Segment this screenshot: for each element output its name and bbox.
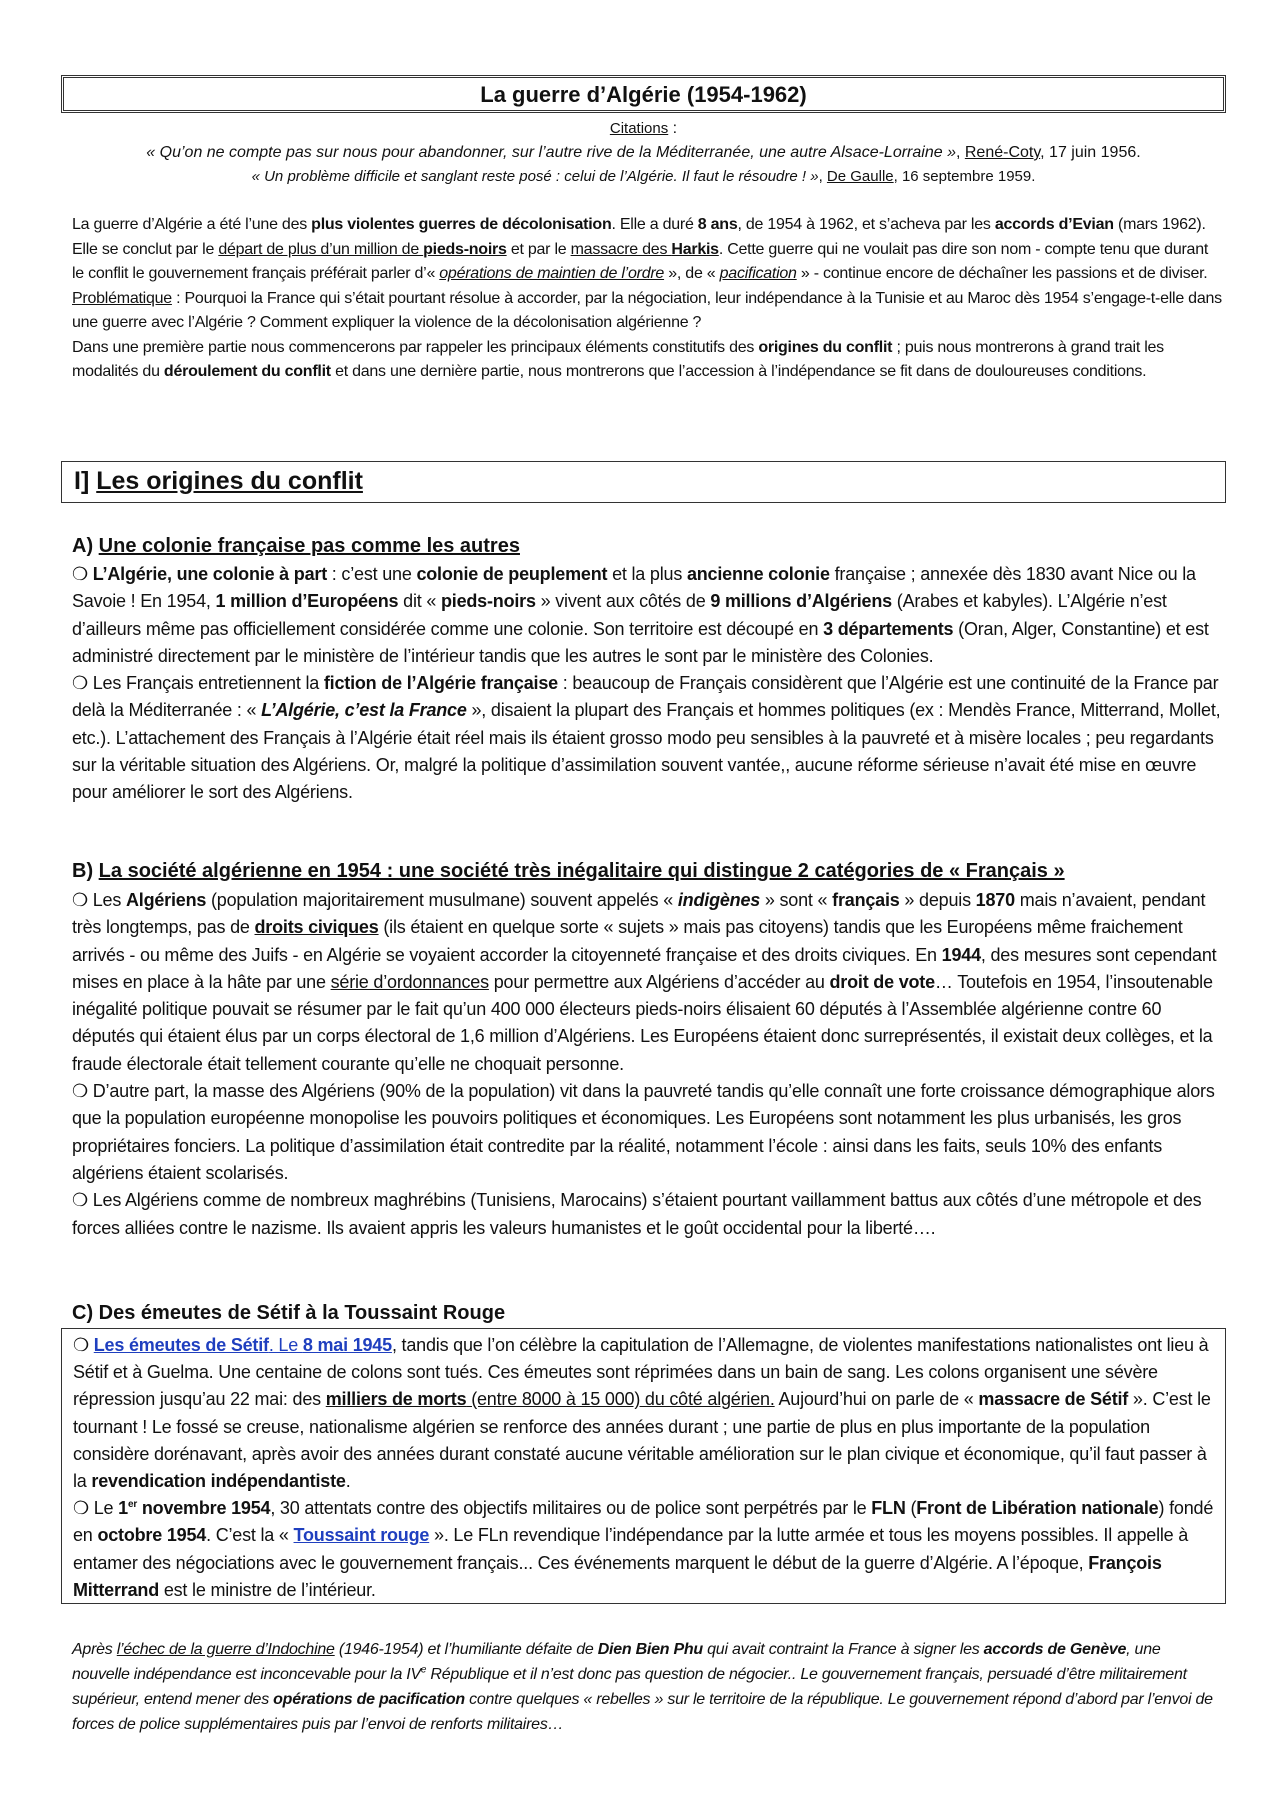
intro-text: pacification	[719, 265, 797, 282]
part-c-text: octobre 1954	[97, 1525, 207, 1546]
problematique-text: : Pourquoi la France qui s’était pourtant résolue à accorder, par la négociation, leur indépendance à la Tunisie et au Maroc dès 1954 s’engage-t-elle dans une guerre avec l’Algérie ? Comment expliquer la violence de la décolonisation algérienne ?	[72, 289, 1222, 331]
intro-text: plus violentes guerres de décolonisation	[311, 216, 612, 233]
part-a-text: dit «	[398, 591, 441, 612]
outro-text: République et il n’est donc pas question de négocier.. Le gouvernement français, persuadé d’être militairement supérieur, entend mener des	[72, 1666, 1187, 1708]
circle-bullet-icon: ❍	[72, 673, 88, 694]
intro-text: . Elle a duré	[611, 216, 698, 233]
part-a-text: et la plus	[607, 564, 687, 584]
part-c-text: François Mitterrand	[73, 1552, 1162, 1600]
part-a-text: ancienne colonie	[686, 564, 830, 584]
quote-coty-text: « Qu’on ne compte pas sur nous pour abandonner, sur l’autre rive de la Méditerranée, une autre Alsace-Lorraine »	[146, 144, 956, 161]
part-b-text: indigènes	[677, 890, 761, 910]
part-b-text: 1944	[941, 944, 981, 965]
toussaint-rouge-link[interactable]: Toussaint rouge	[293, 1525, 430, 1546]
setif-link[interactable]: Les émeutes de Sétif	[93, 1335, 269, 1355]
plan-text: et dans une dernière partie, nous montrerons que l’accession à l’indépendance se fit dans de douloureuses conditions.	[330, 363, 1147, 380]
part-a-text: 1 million d’Européens	[215, 591, 399, 612]
part-b-text: série d’ordonnances	[330, 971, 489, 992]
quote-coty-author: René-Coty	[964, 144, 1041, 161]
quote-coty-sep: ,	[955, 144, 965, 161]
part-a-text: (Oran, Alger, Constantine) et est administré directement par le ministère de l’intérieur tandis que les autres le sont par le ministère des Colonies.	[72, 618, 1209, 666]
part-a-text: » vivent aux côtés de	[535, 591, 711, 612]
date-8-mai-1945-link[interactable]: 8 mai 1945	[302, 1335, 392, 1355]
part-c-text: est le ministre de l’intérieur.	[159, 1579, 376, 1600]
part-a-text: », disaient la plupart des Français et hommes politiques (ex : Mendès France, Mitterrand, Mollet, etc.). L’attachement des Français à l’Algérie était réel mais ils étaient grosso modo peu sensibles à la pauvreté et à misère locales ; peu regardants sur la véritable situation des Algériens. Or, malgré la politique d’assimilation souvent vantée,, aucune réforme sérieuse n’avait été mise en œuvre pour améliorer le sort des Algériens.	[72, 700, 1221, 803]
section-1-title: Les origines du conflit	[96, 467, 363, 495]
part-c-text: revendication indépendantiste	[91, 1471, 346, 1492]
intro-text: » - continue encore de déchaîner les passions et de diviser.	[796, 265, 1208, 282]
part-b-prefix: B)	[72, 860, 99, 882]
outro-text: l’échec de la guerre d’Indochine	[116, 1641, 335, 1658]
outro-text: qui avait contraint la France à signer les	[702, 1641, 984, 1658]
part-c-text: ». C’est le tournant ! Le fossé se creuse, nationalisme algérien se renforce des années durant ; une partie de plus en plus importante de la population considère dorénavant, après avoir des années durant constaté aucune véritable amélioration sur le plan civique et économique, qu’il faut passer à la	[73, 1389, 1211, 1492]
quote-degaulle-sep: ,	[818, 168, 827, 185]
part-b-bullet-2	[72, 1078, 1222, 1187]
problematique-paragraph	[72, 287, 1222, 336]
part-a-text: : beaucoup de Français considèrent que l’Algérie est une continuité de la France par delà la Méditerranée : «	[72, 673, 1219, 721]
part-c-bullet-1	[73, 1332, 1215, 1495]
intro-text: opérations de maintien de l’ordre	[439, 265, 665, 282]
part-b-bullet-3	[72, 1187, 1222, 1242]
intro-text: , de 1954 à 1962, et s’acheva par les	[737, 216, 995, 233]
part-a-heading	[72, 533, 520, 559]
part-a-text: colonie de peuplement	[416, 564, 608, 584]
circle-bullet-icon: ❍	[72, 564, 88, 584]
citations-label: Citations	[609, 120, 669, 137]
intro-text: départ de plus d’un million de	[218, 240, 424, 258]
outro-text: opérations de pacification	[273, 1691, 465, 1708]
part-b-text: » sont «	[760, 890, 833, 910]
quote-degaulle-author: De Gaulle	[826, 168, 894, 185]
plan-text: ; puis nous montrerons à grand trait les modalités du	[72, 338, 1164, 380]
outro-text: , une nouvelle indépendance est inconcevable pour la IV	[72, 1641, 1161, 1683]
citations-colon: :	[668, 120, 678, 137]
part-b-text: français	[832, 890, 900, 910]
part-b-text: droits civiques	[254, 917, 379, 938]
part-a-body	[72, 561, 1222, 807]
part-b-text: droit de vote	[829, 971, 935, 992]
intro-text: accords d’Evian	[994, 216, 1114, 233]
part-b-text: 1870	[975, 890, 1015, 910]
circle-bullet-icon: ❍	[73, 1498, 89, 1519]
part-a-text: : c’est une	[327, 564, 417, 584]
quote-coty-date: , 17 juin 1956.	[1040, 144, 1141, 161]
intro-text: massacre des	[570, 240, 672, 258]
intro-text: La guerre d’Algérie a été l’une des	[72, 216, 312, 233]
part-c-text: milliers de morts	[325, 1389, 467, 1410]
quote-degaulle	[61, 165, 1226, 189]
part-c-text: 1	[118, 1498, 128, 1519]
part-b-text: mais n’avaient, pendant très longtemps, pas de	[72, 890, 1206, 938]
part-b-title: La société algérienne en 1954 : une société très inégalitaire qui distingue 2 catégories de « Français »	[98, 860, 1065, 882]
part-b-text: Les	[87, 890, 126, 910]
part-b-text: pour permettre aux Algériens d’accéder au	[488, 971, 830, 992]
part-b-text: Algériens	[125, 890, 207, 910]
part-c-bullet-2	[73, 1495, 1215, 1604]
part-b-text: … Toutefois en 1954, l’insoutenable inégalité politique pouvait se résumer par le fait qu’un 400 000 électeurs pieds-noirs élisaient 60 députés à l’Assemblée algérienne contre 60 députés qui étaient élus par un corps électoral de 1,6 million d’Algériens. Les Européens étaient donc surreprésentés, il existait deux collèges, et la fraude électorale était tellement courante qu’elle ne choquait personne.	[72, 971, 1213, 1074]
part-b-body	[72, 887, 1222, 1242]
part-c-text: ». Le FLn revendique l’indépendance par la lutte armée et tous les moyens possibles. Il appelle à entamer des négociations avec le gouvernement français... Ces événements marquent le début de la guerre d’Algérie. A l’époque,	[73, 1525, 1189, 1573]
setif-link-sep: . Le	[268, 1335, 303, 1355]
plan-paragraph	[72, 336, 1222, 385]
part-c-text: er	[127, 1499, 138, 1511]
part-b-heading	[72, 858, 1065, 884]
part-a-title: Une colonie française pas comme les autres	[98, 535, 520, 557]
outro-paragraph	[72, 1637, 1222, 1737]
plan-text: origines du conflit	[758, 338, 893, 356]
part-a-text: 3 départements	[823, 618, 954, 639]
part-b-text: (ils étaient en quelque sorte « sujets » mais pas citoyens) tandis que les Européens même fraichement arrivés - ou même des Juifs - en Algérie se voyaient accorder la citoyenneté française et des droits civiques. En	[72, 917, 1183, 965]
part-c-text: , 30 attentats contre des objectifs militaires ou de police sont perpétrés par le	[270, 1498, 872, 1519]
part-a-text: 9 millions d’Algériens	[710, 591, 892, 612]
part-a-text: fiction de l’Algérie française	[323, 673, 558, 694]
circle-bullet-icon: ❍	[72, 890, 88, 910]
quote-degaulle-text: « Un problème difficile et sanglant reste posé : celui de l’Algérie. Il faut le résoudre ! »	[251, 168, 819, 185]
plan-text: Dans une première partie nous commencerons par rappeler les principaux éléments constitutifs des	[72, 338, 759, 356]
introduction	[72, 213, 1222, 385]
part-c-text: , tandis que l’on célèbre la capitulation de l’Allemagne, de violentes manifestations nationalistes ont lieu à Sétif et à Guelma. Une centaine de colons sont tués. Ces émeutes sont réprimées dans un bain de sang. Les colons organisent une sévère répression jusqu’au 22 mai: des	[73, 1335, 1209, 1410]
part-a-text: pieds-noirs	[440, 591, 536, 612]
intro-paragraph	[72, 213, 1222, 287]
part-c-text: Le	[88, 1498, 119, 1519]
outro-text: Après	[72, 1641, 117, 1658]
outro-text: contre quelques « rebelles » sur le territoire de la république. Le gouvernement répond d’abord par l’envoi de forces de police supplémentaires puis par l’envoi de renforts militaires…	[72, 1691, 1213, 1733]
citations-block	[61, 117, 1226, 189]
part-c-text: (entre 8000 à 15 000) du côté algérien.	[466, 1389, 775, 1410]
part-c-text: novembre 1954	[137, 1498, 271, 1519]
intro-text: Harkis	[671, 240, 719, 258]
intro-text: . Cette guerre qui ne voulait pas dire son nom - compte tenu que durant le conflit le gouvernement français préférait parler d’«	[72, 240, 1209, 282]
part-a-text: Les Français entretiennent la	[87, 673, 324, 694]
part-c-text: FLN	[871, 1498, 906, 1519]
part-b-bullet-1	[72, 887, 1222, 1078]
circle-bullet-icon: ❍	[73, 1335, 89, 1355]
quote-degaulle-date: , 16 septembre 1959.	[893, 168, 1036, 185]
outro-text: e	[420, 1664, 427, 1676]
part-a-text: française ; annexée dès 1830 avant Nice ou la Savoie ! En 1954,	[72, 564, 1196, 612]
outro-text: accords de Genève	[983, 1641, 1127, 1658]
part-c-text: Front de Libération nationale	[916, 1498, 1159, 1519]
part-b-text: D’autre part, la masse des Algériens (90% de la population) vit dans la pauvreté tandis qu’elle connaît une forte croissance démographique alors que la population européenne monopolise les pouvoirs politiques et économiques. Les Européens sont notamment les plus urbanisés, les gros propriétaires fonciers. La politique d’assimilation était contredite par la réalité, notamment l’école : ainsi dans les faits, seuls 10% des enfants algériens étaient scolarisés.	[72, 1081, 1215, 1183]
section-1-number: I]	[74, 467, 90, 495]
part-a-text: L’Algérie, c’est la France	[261, 700, 467, 721]
part-a-text: (Arabes et kabyles). L’Algérie n’est d’ailleurs même pas officiellement considérée comme une colonie. Son territoire est découpé en	[72, 591, 1167, 639]
part-a-prefix: A)	[72, 535, 99, 557]
part-a-text: L’Algérie, une colonie à part	[87, 564, 327, 584]
part-c-text: (	[905, 1498, 917, 1519]
part-a-bullet-1	[72, 561, 1222, 670]
part-b-text: Les Algériens comme de nombreux maghrébins (Tunisiens, Marocains) s’étaient pourtant vaillamment battus aux côtés d’une métropole et des forces alliées contre le nazisme. Ils avaient appris les valeurs humanistes et le goût occidental pour la liberté….	[72, 1190, 1202, 1238]
outro-text: Dien Bien Phu	[597, 1641, 703, 1658]
section-1-heading	[61, 461, 1226, 503]
part-b-text: , des mesures sont cependant mises en place à la hâte par une	[72, 944, 1217, 992]
intro-text: (mars 1962). Elle se conclut par le	[72, 216, 1206, 258]
intro-text: 8 ans	[697, 216, 738, 233]
intro-text: pieds-noirs	[423, 240, 507, 258]
part-c-text: Aujourd’hui on parle de «	[774, 1389, 979, 1410]
part-b-text: » depuis	[899, 890, 976, 910]
part-c-box	[61, 1328, 1226, 1604]
part-a-bullet-2	[72, 670, 1222, 806]
problematique-label: Problématique	[72, 289, 172, 307]
intro-text: et par le	[506, 240, 571, 258]
part-c-text: ) fondé en	[73, 1498, 1214, 1546]
outro-text: (1946-1954) et l’humiliante défaite de	[334, 1641, 598, 1658]
part-c-text: .	[345, 1471, 351, 1492]
part-c-text: massacre de Sétif	[978, 1389, 1129, 1410]
part-c-text: . C’est la «	[206, 1525, 294, 1546]
circle-bullet-icon: ❍	[72, 1190, 88, 1211]
quote-coty	[61, 141, 1226, 165]
document-title: La guerre d’Algérie (1954-1962)	[61, 75, 1226, 113]
plan-text: déroulement du conflit	[163, 363, 331, 380]
part-c-heading: C) Des émeutes de Sétif à la Toussaint Rouge	[72, 1302, 506, 1324]
intro-text: », de «	[664, 265, 720, 282]
part-b-text: (population majoritairement musulmane) souvent appelés «	[206, 890, 678, 910]
circle-bullet-icon: ❍	[72, 1081, 88, 1102]
